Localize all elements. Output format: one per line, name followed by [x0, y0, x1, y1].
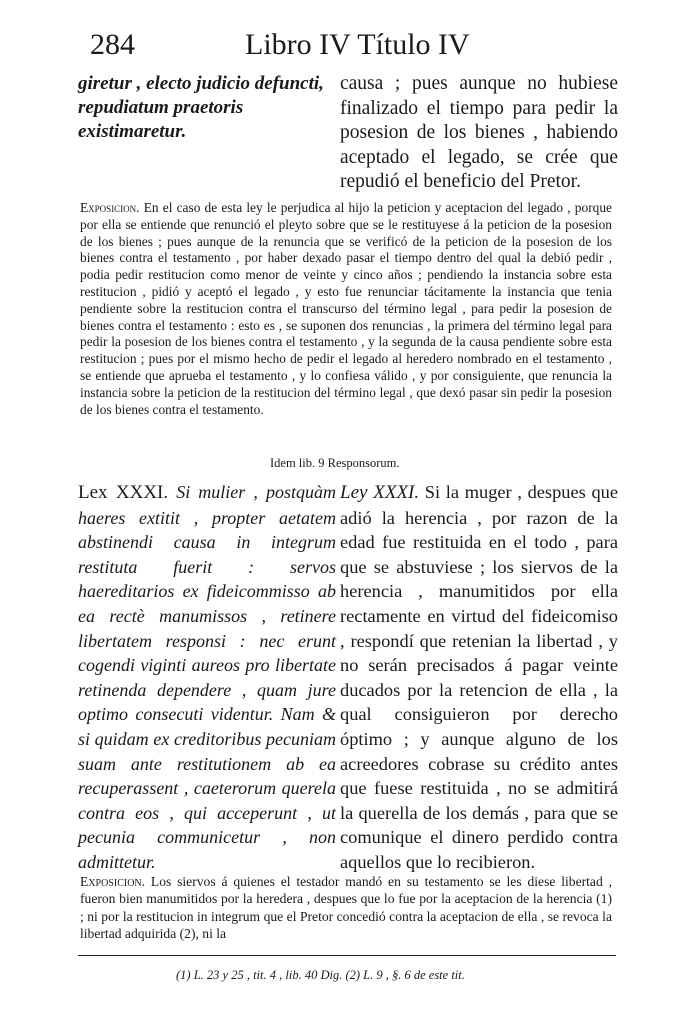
page-header — [0, 28, 682, 68]
footnote-divider — [78, 955, 616, 956]
running-title: Libro IV Título IV — [245, 28, 470, 61]
exposition-text: Los siervos á quienes el testador mandó en su testamento se les diese libertad , fueron bien manumitidos por la heredera , despues que lo fue por la aceptacion de la herencia (1) ; ni por la restitucion in integrum que el Pretor concedió contra la aceptacion de ella , se revoca la libertad adquirida (2), ni la — [80, 874, 612, 942]
exposition-text: En el caso de esta ley le perjudica al hijo la peticion y aceptacion del legado , porque por ella se entiende que renunció el pleyto sobre que se le restituyese á la peticion de la posesion de los bienes ; pues aunque de la renuncia que se verificó de la peticion de la posesion de los bienes contra el testamento , por haber dexado pasar el tiempo dentro del qual la debió pedir , podia pedir restitucion como menor de veinte y cinco años ; pendiendo la instancia sobre esta restitucion , pidió y aceptó el legado , y esto fue renunciar tácitamente la instancia que tenia pendiente sobre la restitucion contra el transcurso del término legal , para pedir la posesion de bienes contra el testamento : esto es , se suponen dos renuncias , la primera del término legal para pedir la posesion de los bienes contra el testamento , y la segunda de la causa pendiente sobre esta restitucion ; pues por el mismo hecho de pedir el legado al heredero nombrado en el testamento , se entiende que aprueba el testamento , y lo confiesa válido , y por consiguiente, que renuncia la instancia sobre la peticion de la restitucion del término legal , que dexó pasar sin pedir la posesion de los bienes contra el testamento. — [80, 200, 612, 417]
footnote: (1) L. 23 y 25 , tit. 4 , lib. 40 Dig. (2) L. 9 , §. 6 de este tit. — [176, 968, 465, 982]
exposition-label: Exposicion. — [80, 200, 140, 215]
spanish-fragment-text: causa ; pues aunque no hubiese finalizado el tiempo para pedir la posesion de los bienes , habiendo aceptado el legado, se crée que repudió el beneficio del Pretor. — [340, 73, 618, 192]
source-citation: Idem lib. 9 Responsorum. — [270, 456, 400, 470]
lex-title: Lex XXXI. — [78, 482, 169, 503]
exposition-label: Exposicion. — [80, 874, 146, 889]
latin-fragment — [78, 72, 340, 144]
latin-law-column — [78, 480, 336, 875]
ley-text: Si la muger , despues que adió la herencia , por razon de la edad fue restituida en el todo , para que se abstuviese ; los siervos de la herencia , manumitidos por ella rectamente en virtud del fideicomiso , respondí que retenian la libertad , y no serán precisados á pagar veinte ducados por la retencion de ella , la qual consiguieron por derecho óptimo ; y aunque alguno de los acreedores cobrase su crédito antes que fuese restituida , no se admitirá la querella de los demás , para que se comunique el dinero perdido contra aquellos que lo recibieron. — [340, 482, 618, 872]
spanish-law-column — [340, 480, 618, 875]
exposition-block-2 — [80, 873, 612, 943]
latin-fragment-text: giretur , electo judicio defuncti, repudiatum praetoris existimaretur. — [78, 73, 324, 142]
ley-title: Ley XXXI. — [340, 482, 420, 503]
spanish-fragment — [340, 72, 618, 195]
page-number: 284 — [90, 28, 135, 61]
exposition-block-1 — [80, 200, 612, 418]
lex-text: Si mulier , postquàm haeres extitit , propter aetatem abstinendi causa in integrum restituta fuerit : servos haereditarios ex fideicommisso ab ea rectè manumissos , retinere libertatem responsi : nec erunt cogendi viginti aureos pro libertate retinenda dependere , quam jure optimo consecuti videntur. Nam & si quidam ex creditoribus pecuniam suam ante restitutionem ab ea recuperassent , caeterorum querela contra eos , qui acceperunt , ut pecunia communicetur , non admittetur. — [78, 482, 336, 872]
